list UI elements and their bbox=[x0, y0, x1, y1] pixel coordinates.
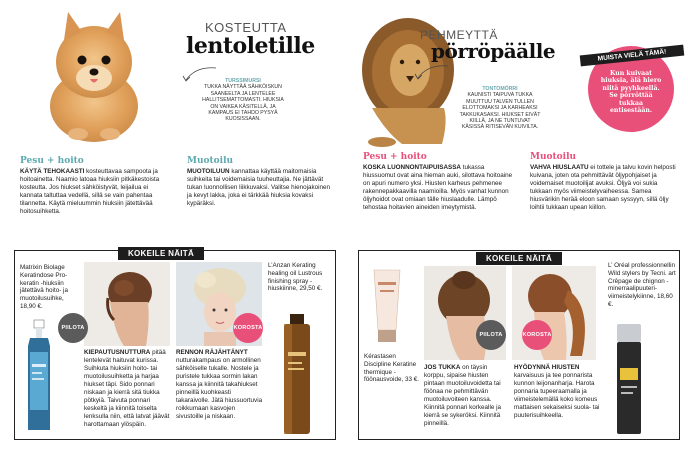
right-product-1-text: Kérastasen Discipline Keratine thermique -föönausvoide, 33 €. bbox=[364, 353, 419, 384]
left-tip-2-text: nutturakampaus on armollinen sähköiselle tukalle. Nostele ja puristele tukkaa sormin lakan kanssa ja kiinnitä takahiukset pinneillä kuohkeasti takaraivolle. Jätä hiussuortuvia roikkumaan kasvojen sivustoille ja niskaan. bbox=[176, 357, 263, 420]
left-styling-lead: MUOTOILUUN bbox=[187, 168, 230, 175]
right-styling-heading: Muotoilu bbox=[530, 152, 577, 162]
right-wash-section bbox=[363, 152, 513, 212]
left-tip-2 bbox=[176, 349, 264, 421]
left-wash-lead: KÄYTÄ TEHOKAASTI bbox=[20, 168, 85, 175]
right-caption bbox=[458, 86, 542, 131]
left-tip-2-lead: RENNON RÄJÄHTÄNYT bbox=[176, 349, 248, 356]
left-wash-heading: Pesu + hoito bbox=[20, 156, 84, 166]
left-styling-section bbox=[187, 156, 331, 208]
right-wash-lead: KOSKA LUONNONTAIPUISASSA bbox=[363, 164, 461, 171]
highlight-badge: KOROSTA bbox=[233, 313, 263, 343]
curved-arrow-icon-right bbox=[410, 62, 450, 84]
left-caption bbox=[200, 78, 286, 123]
right-styling-section bbox=[530, 152, 676, 212]
left-tip-1-lead: KIEPAUTUSNUTTURA bbox=[84, 349, 151, 356]
left-product-1-text: Matrixin Biolage Keratindose Pro-keratin -hiuksiin jätettävä hoito- ja muotoilusuihke, 18,90 €. bbox=[20, 264, 68, 310]
powder-can-loreal bbox=[614, 322, 644, 436]
hair-photo-bun bbox=[84, 262, 170, 346]
pomeranian-photo bbox=[38, 2, 150, 144]
right-heading-thin: PEHMEYTTÄ bbox=[420, 28, 498, 42]
right-caption-label: TONTOMÖRRI bbox=[482, 86, 518, 92]
right-styling-text: ei tottele ja talvu kovin helposti kuivana, joten ota pehmittävät öljypohjaiset ja voidemaiset muotoilijat avuksi. Öljyä voi sukia tukkaan myös viimeistelyvaiheessa. Samea hiusvärikin herää eloon samaan syssyyn, sillä öljy loihtii tukkaan upean kiillon. bbox=[530, 164, 676, 211]
left-wash-section bbox=[20, 156, 162, 216]
spray-bottle-biolage bbox=[18, 318, 62, 436]
right-tip-1 bbox=[424, 364, 508, 428]
highlight-badge-right: KOROSTA bbox=[522, 320, 552, 350]
hair-photo-mane-ponytail bbox=[512, 266, 596, 360]
right-tip-2 bbox=[514, 364, 604, 420]
left-heading-thin: KOSTEUTTA bbox=[205, 20, 287, 35]
left-heading-bold: lentoletille bbox=[186, 33, 315, 59]
hide-badge-right: PIILOTA bbox=[476, 320, 506, 350]
right-wash-heading: Pesu + hoito bbox=[363, 152, 427, 162]
spray-can-lanza bbox=[280, 312, 314, 436]
promo-text: Kun kuivaat hiuksia, älä hiero niitä pyyhkeellä. Se pörröttää tukkaa entisestään. bbox=[600, 70, 662, 115]
right-product-2-text: L’ Oréal professionnellin Wild stylers by Tecni. art Crêpage de chignon -minerraalipuuteri-viimeistelykiinne, 18,60 €. bbox=[608, 262, 676, 308]
right-wash-text: tukassa hiussuomut ovat aina hieman auki, silottava hoitoaine on apuri numero yksi. Hiusten karheus pehmenee rakennepakkaavilla naamioilla. Myös vanhat kunnon öljyhoidot ovat omiaan tälle hiuslaadulle. Lämpö tehostaa hoitavien aineiden imeytymistä. bbox=[363, 164, 513, 211]
right-try-label: KOKEILE NÄITÄ bbox=[476, 252, 562, 265]
right-tip-1-lead: JOS TUKKA bbox=[424, 364, 461, 371]
right-tip-2-lead: HYÖDYNNÄ HIUSTEN bbox=[514, 364, 580, 371]
hide-badge: PIILOTA bbox=[58, 313, 88, 343]
left-wash-text: kosteuttavaa sampoota ja hoitoainetta. Naamio latoaa hiuksiin pitkäkestoista kosteutta. Jos hiukset sähköistyvät, leijailua ei kannata taltuttaa vedellä, sillä se vain pahentaa tilannetta. Käytä mieluummin hiuksiin jätettävää hoitosuihketta. bbox=[20, 168, 160, 215]
left-caption-label: TURSSIMURSI bbox=[225, 78, 261, 84]
left-try-label: KOKEILE NÄITÄ bbox=[118, 247, 204, 260]
right-styling-lead: VAHVA HIUSLAATU bbox=[530, 164, 589, 171]
right-heading-bold: pörröpäälle bbox=[431, 39, 556, 63]
left-styling-text: kannattaa käyttää maitomaisia suihkeita tai voidemaisia tuuheuttajia. Ne jättävät tukan luonnollisen liikkuvaksi. Valitse hienojakoinen ja kevyt lakka, joka ei tärkkää hiuksia kovaksi kypäräksi. bbox=[187, 168, 331, 207]
right-tip-2-text: karvaisuus ja tee ponnarista kunnon leijonanharja. Harota ponnaria tupeeraamalla ja viimeistelemällä koko komeus mattaisen sekaiseksi suola- tai puuterisuihkeella. bbox=[514, 372, 600, 419]
left-product-2-text: L’Anzan Kerating healing oil Lustrous finishing spray -hiuskiinne, 29,50 €. bbox=[268, 262, 323, 293]
right-caption-text: KAUNISTI TAIPUVA TUKKA MUUTTUU TALVEN TULLEN ELOTTOMAKSI JA KARHEAKSI TAKKUKASAKSI. HIUKSET EIVÄT KIILLÄ, JA NE TUNTUVAT KÄSISSÄ RITISEVÄN KUIVILTA. bbox=[459, 92, 541, 131]
left-caption-text: TUKKA NÄYTTÄÄ SÄHKÖISKUN SAANEELTA JA LENTELEE HALLITSEMATTOMASTI. HIUKSIA ON VAIKEA KÄSITELLÄ, JA KAMPAUS EI TAHDO PYSYÄ KUOSISSAAN. bbox=[202, 84, 284, 123]
promo-title: MUISTA VIELÄ TÄMÄ! bbox=[580, 45, 685, 67]
tube-kerastase bbox=[370, 268, 404, 344]
left-tip-1 bbox=[84, 349, 172, 429]
right-tip-1-text: on täysin korppu, sipaise hiusten pintaan muotoiluvoidetta tai föönaa ne pehmittävän muotoiluvoiteen kanssa. Kiinnitä ponnari korkealle ja kierrä se sykeröksi. Kiinnitä pinneillä. bbox=[424, 364, 502, 427]
left-tip-1-text: pitää lentelevät haituvat kurissa. Suihkuta hiuksiin hoito- tai muotoilusuihketta ja harjaa hiukset täpi. Sido ponnari niskaan ja kierrä sitä tiukka pötkyiä. Taivuta ponnari keskeltä ja kiinnitä toiselta lenksulla niin, että latvat jäävät harottamaan ylöspäin. bbox=[84, 349, 170, 428]
left-styling-heading: Muotoilu bbox=[187, 156, 234, 166]
